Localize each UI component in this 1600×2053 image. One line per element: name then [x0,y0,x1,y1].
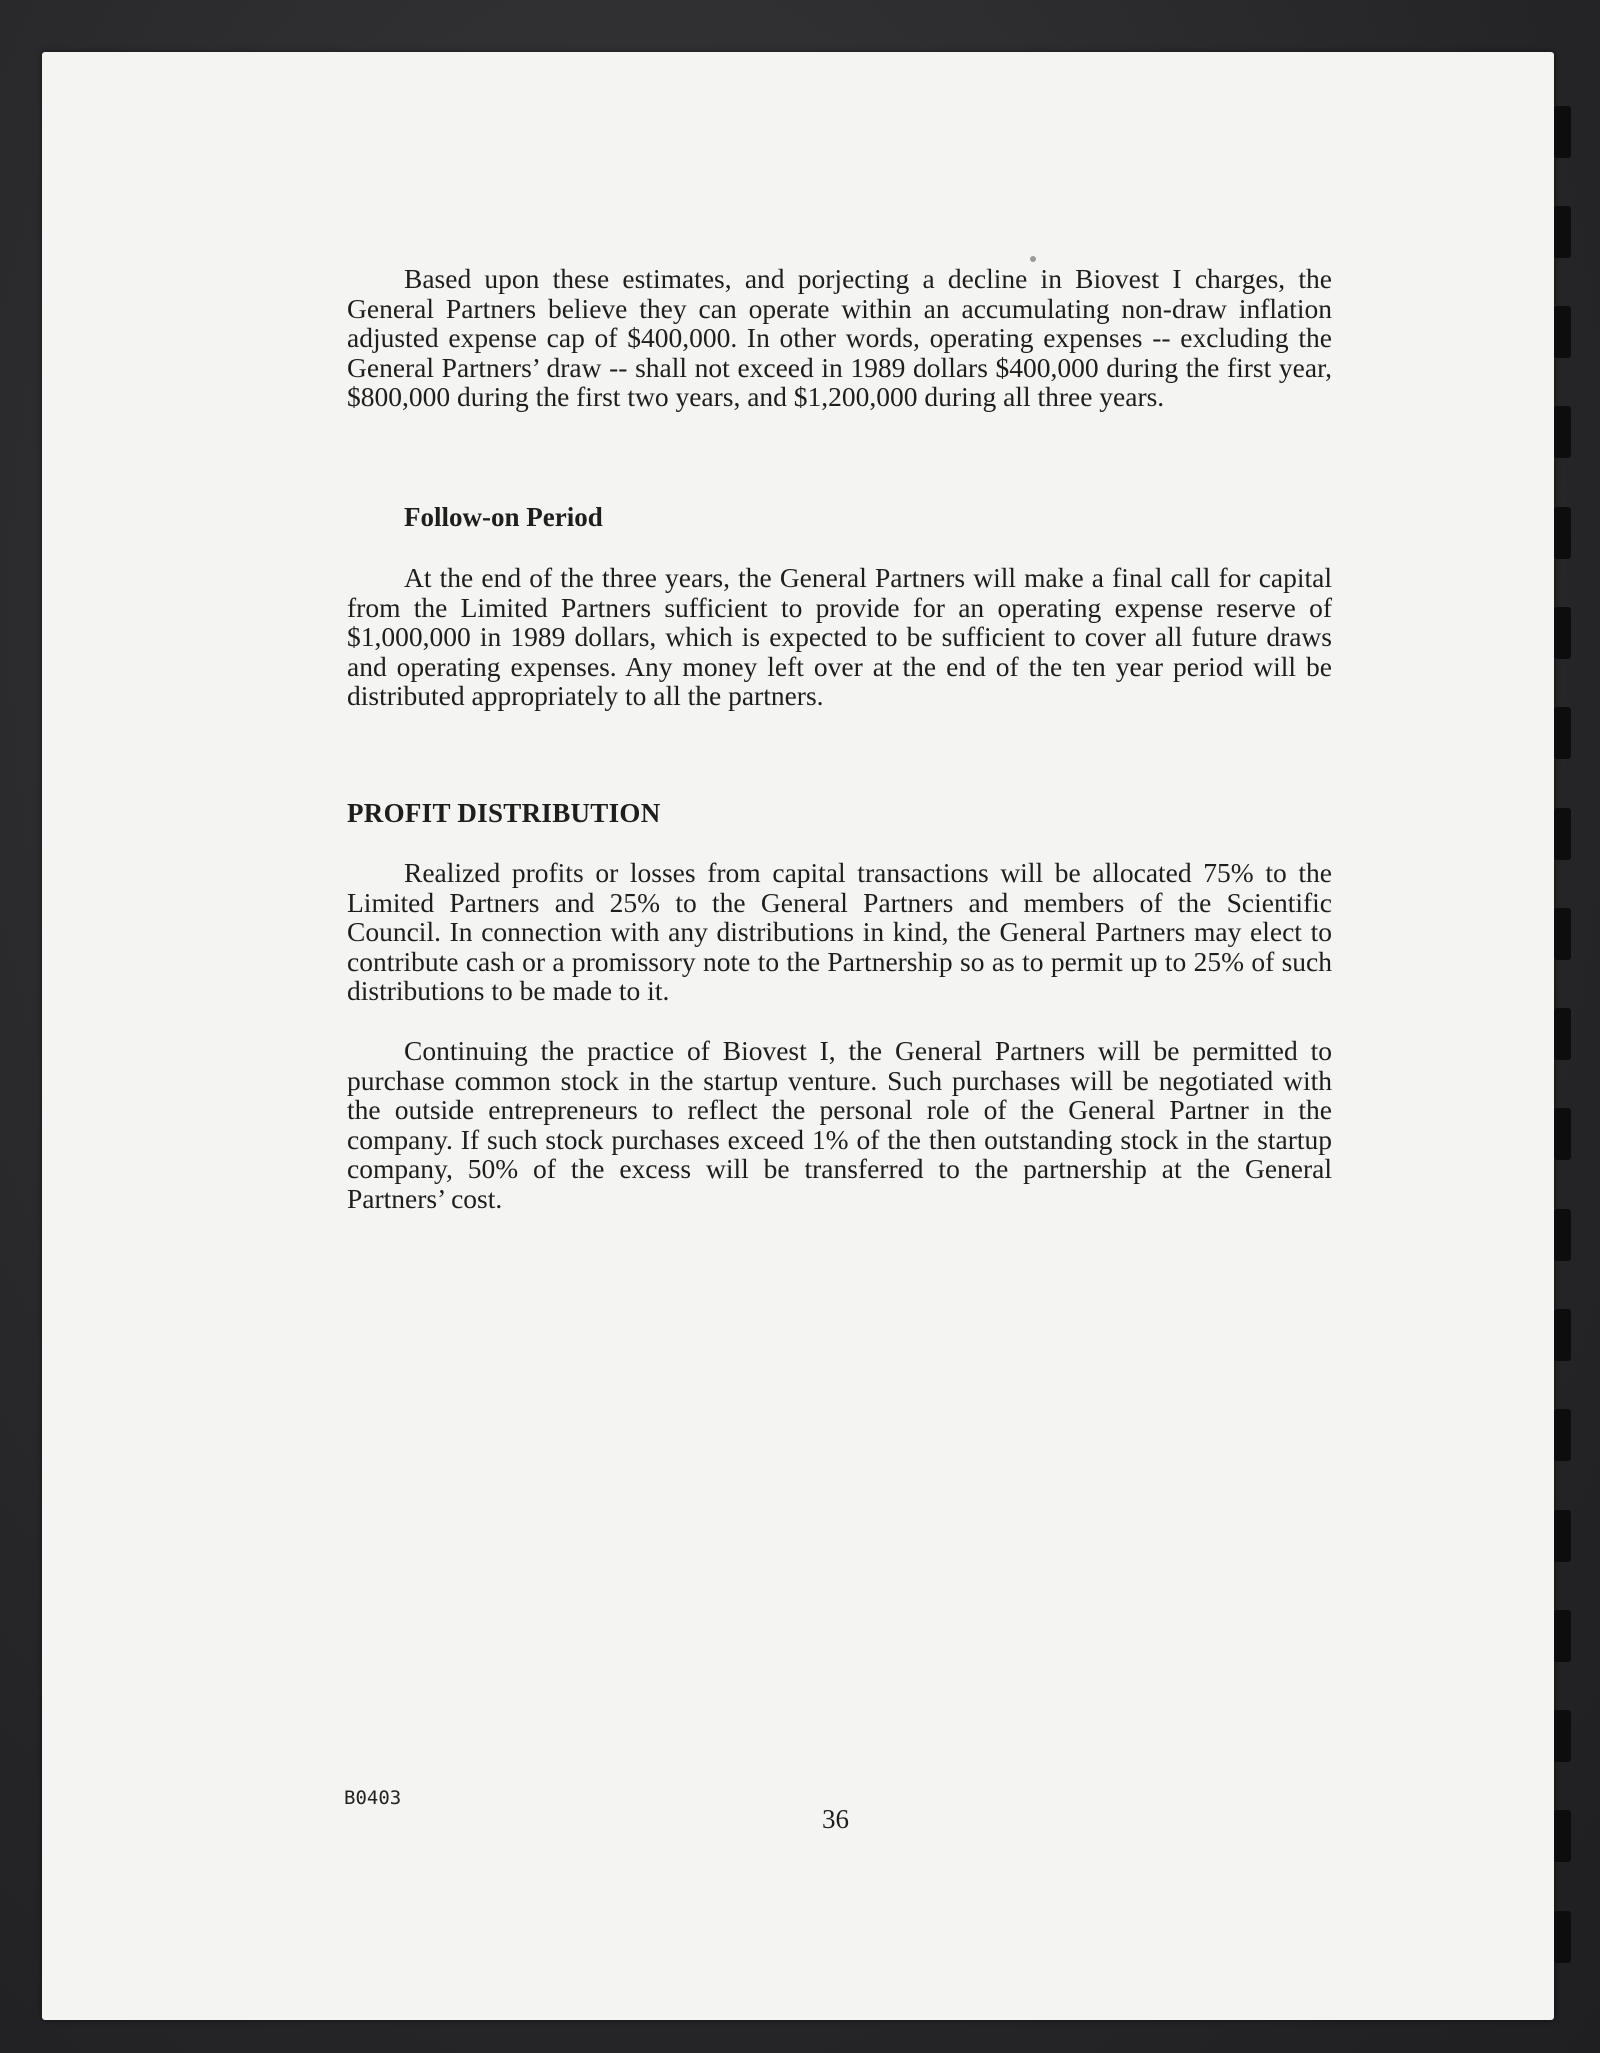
paragraph-expense-cap: Based upon these estimates, and porjecting a decline in Biovest I charges, the General Partners believe they can operate within an accumulating non-draw inflation adjusted expense cap of $400,000. In other words, operating expenses -- excluding the General Partners’ draw -- shall not exceed in 1989 dollars $400,000 during the first year, $800,000 during the first two years, and $1,200,000 during all three years. [347,263,1332,412]
binder-hole [1554,306,1571,358]
paragraph-stock-purchase: Continuing the practice of Biovest I, the General Partners will be permitted to purchase common stock in the startup venture. Such purchases will be negotiated with the outside entrepreneurs to reflect the personal role of the General Partner in the company. If such stock purchases exceed 1% of the then outstanding stock in the startup company, 50% of the excess will be transferred to the partnership at the General Partners’ cost. [347,1035,1332,1214]
profit-distribution-heading: PROFIT DISTRIBUTION [347,798,661,828]
binder-hole [1554,1810,1571,1862]
follow-on-period-heading: Follow-on Period [404,502,603,532]
binder-hole [1554,507,1571,559]
document-page [42,52,1554,2020]
binder-hole [1554,1710,1571,1762]
binder-hole [1554,707,1571,759]
paper-speck [1030,256,1036,262]
binder-hole [1554,206,1571,258]
binder-hole [1554,1610,1571,1662]
binder-hole [1554,106,1571,158]
binder-hole [1554,1108,1571,1160]
binder-hole [1554,1008,1571,1060]
binder-hole [1554,1309,1571,1361]
binder-hole [1554,1510,1571,1562]
document-code: B0403 [344,1787,402,1809]
paragraph-profit-allocation: Realized profits or losses from capital transactions will be allocated 75% to the Limited Partners and 25% to the General Partners and members of the Scientific Council. In connection with any distributions in kind, the General Partners may elect to contribute cash or a promissory note to the Partnership so as to permit up to 25% of such distributions to be made to it. [347,857,1332,1006]
binder-hole [1554,1209,1571,1261]
binder-hole [1554,1409,1571,1461]
binder-hole [1554,406,1571,458]
page-number: 36 [822,1804,849,1834]
binder-hole [1554,1911,1571,1963]
binder-hole [1554,607,1571,659]
binder-hole [1554,808,1571,860]
paragraph-follow-on: At the end of the three years, the General Partners will make a final call for capital from the Limited Partners sufficient to provide for an operating expense reserve of $1,000,000 in 1989 dollars, which is expected to be sufficient to cover all future draws and operating expenses. Any money left over at the end of the ten year period will be distributed appropriately to all the partners. [347,562,1332,711]
binder-hole [1554,908,1571,960]
